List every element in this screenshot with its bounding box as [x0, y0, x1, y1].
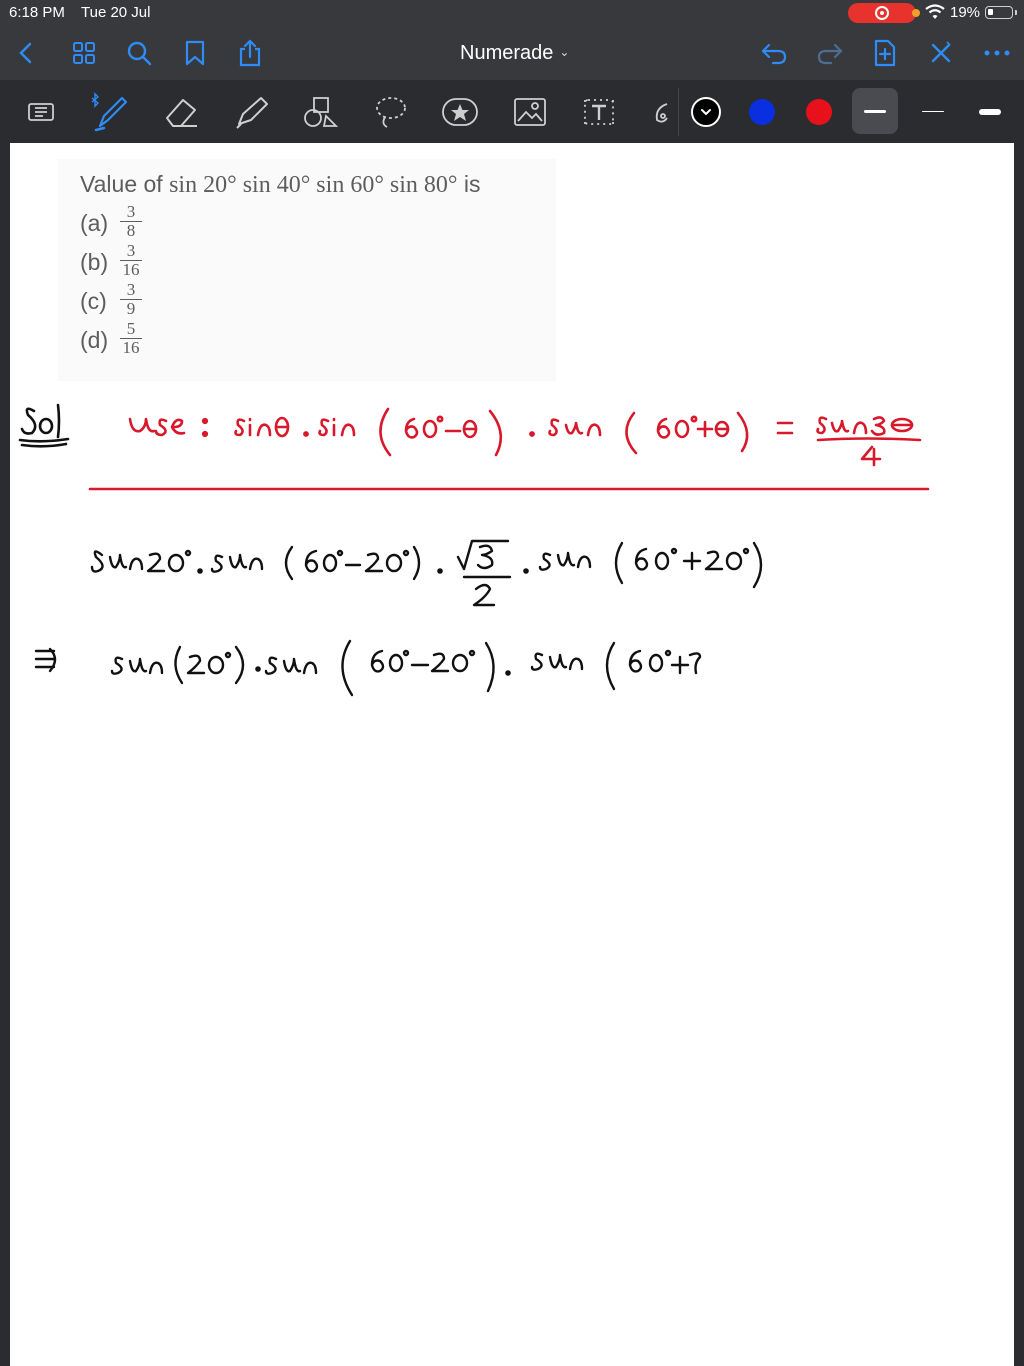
- scan-icon[interactable]: [21, 92, 61, 132]
- question-prefix: Value of: [80, 171, 170, 197]
- line-three: [36, 641, 700, 695]
- option-fraction: 3 16: [118, 242, 144, 279]
- option-label: (b): [80, 249, 109, 275]
- pen-tool[interactable]: [90, 92, 130, 132]
- question-expression: sin 20° sin 40° sin 60° sin 80°: [169, 172, 458, 198]
- grid-icon[interactable]: [68, 37, 100, 69]
- option-label: (a): [80, 210, 109, 236]
- color-swatch-blue[interactable]: [749, 99, 775, 125]
- color-swatch-red[interactable]: [806, 99, 832, 125]
- stroke-medium-icon: [864, 110, 886, 113]
- status-bar: [0, 0, 1024, 26]
- lasso-icon[interactable]: [371, 92, 411, 132]
- chevron-down-icon: [693, 99, 719, 125]
- option-label: (c): [80, 288, 107, 314]
- bookmark-icon[interactable]: [179, 37, 211, 69]
- stroke-thin-icon[interactable]: [922, 111, 944, 112]
- microphone-dot-icon: [912, 9, 920, 17]
- document-title-menu[interactable]: [460, 42, 569, 65]
- document-title: Numerade: [460, 42, 554, 64]
- bluetooth-icon: [92, 94, 98, 106]
- record-icon: [875, 6, 889, 20]
- question-suffix: is: [457, 171, 481, 197]
- pen-icon: [100, 98, 126, 126]
- search-icon[interactable]: [123, 37, 155, 69]
- status-time: 6:18 PM: [9, 4, 65, 21]
- screen-recording-indicator[interactable]: [848, 3, 916, 23]
- highlighter-icon[interactable]: [231, 92, 271, 132]
- battery-percent: 19%: [950, 4, 981, 21]
- add-page-icon[interactable]: [869, 37, 901, 69]
- status-date: Tue 20 Jul: [81, 4, 151, 21]
- handwriting-layer: [10, 143, 1014, 1366]
- undo-icon[interactable]: [758, 37, 790, 69]
- back-icon[interactable]: [10, 37, 42, 69]
- more-icon[interactable]: [981, 37, 1013, 69]
- option-fraction: 5 16: [118, 320, 144, 357]
- line-two: [92, 541, 761, 605]
- option-fraction: 3 8: [118, 203, 144, 240]
- shapes-icon[interactable]: [300, 92, 340, 132]
- image-icon[interactable]: [510, 92, 550, 132]
- close-tools-icon[interactable]: [925, 37, 957, 69]
- redo-icon[interactable]: [814, 37, 846, 69]
- laser-icon[interactable]: [640, 92, 680, 132]
- battery-icon: [985, 6, 1013, 19]
- chevron-down-icon: ⌄: [559, 45, 570, 59]
- color-swatch-black[interactable]: [691, 97, 721, 127]
- navigation-bar: [0, 26, 1024, 80]
- toolbar-divider: [678, 88, 679, 136]
- sol-label: [20, 405, 68, 446]
- eraser-icon[interactable]: [161, 92, 201, 132]
- wifi-icon: [925, 3, 945, 21]
- option-fraction: 3 9: [118, 281, 144, 318]
- identity-line: [90, 409, 928, 490]
- stroke-thick-icon[interactable]: [979, 109, 1001, 115]
- notebook-page[interactable]: [10, 143, 1014, 1366]
- option-label: (d): [80, 327, 109, 353]
- text-icon[interactable]: [579, 92, 619, 132]
- share-icon[interactable]: [234, 37, 266, 69]
- star-icon[interactable]: [440, 92, 480, 132]
